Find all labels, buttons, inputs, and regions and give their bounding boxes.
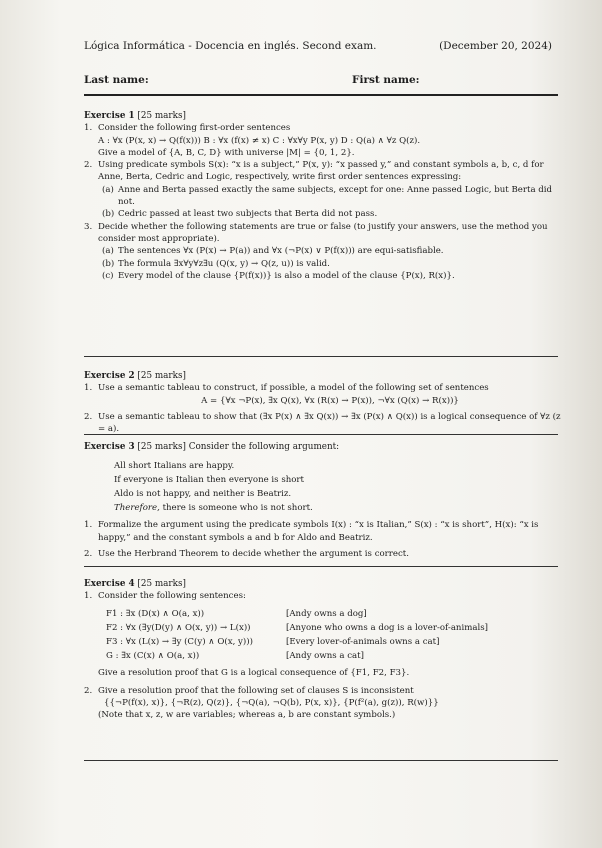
subitem-label: (c) [102,270,114,281]
item-text: Use the Herbrand Theorem to decide whether the argument is correct. [98,548,409,559]
section-divider [84,434,558,435]
item-number: 1. [84,520,93,531]
section-divider [84,566,558,567]
sentence-comment: [Andy owns a cat] [286,650,364,661]
ex1-item-1 [84,122,562,159]
exercise-4 [84,578,562,722]
item-text: Decide whether the following statements are true or false (to justify your answers, use the method you consider most appropriate). [98,221,548,244]
sentence-comment: [Andy owns a dog] [286,608,367,619]
sentence-formula: F1 : ∃x (D(x) ∧ O(a, x)) [106,608,205,619]
exercise-2 [84,370,562,435]
first-name-label: First name: [352,74,420,86]
item-text: Consider the following sentences: [98,591,246,602]
exercise-4-heading [84,578,562,590]
item-text: Consider the following first-order sentences [98,123,291,134]
subitem-label: (b) [102,209,115,220]
section-divider [84,760,558,761]
sentence-list [98,607,562,663]
exercise-3-heading [84,441,562,453]
item-number: 2. [84,160,93,171]
ex2-item-1 [84,382,562,407]
subitem-text: The formula ∃x∀y∀z∃u (Q(x, y) → Q(z, u)) is valid. [118,258,330,269]
exercise-1-title: Exercise 1 [84,111,135,121]
note-text: (Note that x, z, w are variables; whereas a, b are constant symbols.) [98,710,396,721]
sentence-formula: G : ∃x (C(x) ∧ O(a, x)) [106,650,200,661]
exercise-3-marks: [25 marks] [137,442,186,452]
sentence-formula: F3 : ∀x (L(x) → ∃y (C(y) ∧ O(x, y))) [106,636,253,647]
sentence-comment: [Every lover-of-animals owns a cat] [286,636,440,647]
ex3-item-1 [84,519,562,544]
therefore-word: Therefore, [114,503,160,514]
subitem-text: Anne and Berta passed exactly the same subjects, except for one: Anne passed Logic, but Berta did not. [118,184,553,208]
ex4-item-1 [84,590,562,679]
item-number: 1. [84,383,93,394]
sentence-f2 [106,621,562,635]
item-text: Give a model of {A, B, C, D} with universe |M| = {0, 1, 2}. [98,147,355,158]
subitem-text: The sentences ∀x (P(x) → P(a)) and ∀x (¬P(x) ∨ P(f(x))) are equi-satisfiable. [118,246,444,257]
item-text: Using predicate symbols S(x): “x is a subject,” P(x, y): “x passed y,” and constant symbols a, b, c, d for Anne, Berta, Cedric and Logic, respectively, write first order sentences expressing: [98,160,544,183]
sentence-formula: F2 : ∀x (∃y(D(y) ∧ O(x, y)) → L(x)) [106,622,251,633]
premise-2: If everyone is Italian then everyone is short [114,475,304,486]
formula-line: A = {∀x ¬P(x), ∃x Q(x), ∀x (R(x) → P(x)), ¬∀x (Q(x) → R(x))} [201,395,459,406]
subitem-b [98,208,562,220]
exam-header [84,40,552,60]
exam-title: Lógica Informática - Docencia en inglés. Second exam. [84,40,377,52]
exercise-3-title: Exercise 3 [84,442,135,452]
premise-3: Aldo is not happy, and neither is Beatriz. [114,489,292,500]
sentence-comment: [Anyone who owns a dog is a lover-of-animals] [286,622,489,633]
name-divider [84,94,558,96]
subitem-label: (a) [102,246,114,257]
item-number: 3. [84,221,93,232]
exercise-3 [84,441,562,560]
exercise-1 [84,110,562,282]
argument-block [84,459,562,515]
premise-1: All short Italians are happy. [114,461,235,472]
conclusion-text: there is someone who is not short. [162,503,313,514]
subitem-b [98,258,562,270]
subitem-label: (b) [102,258,115,269]
sentence-g [106,649,562,663]
ex1-item-3 [84,221,562,282]
subitem-text: Cedric passed at least two subjects that Berta did not pass. [118,209,378,220]
conclusion [114,501,562,515]
exercise-2-heading [84,370,562,382]
clause-set: {{¬P(f(x), x)}, {¬R(z), Q(z)}, {¬Q(a), ¬Q(b), P(x, x)}, {P(f²(a), g(z)), R(w)}} [104,698,439,709]
exercise-4-title: Exercise 4 [84,579,135,589]
item-number: 2. [84,685,93,696]
subitem-c [98,270,562,282]
item-number: 2. [84,548,93,559]
exercise-2-title: Exercise 2 [84,371,135,381]
section-divider [84,356,558,357]
item-text: Use a semantic tableau to construct, if possible, a model of the following set of sentences [98,383,489,394]
exercise-1-heading [84,110,562,122]
subitem-a [98,245,562,257]
sentence-f3 [106,635,562,649]
subitem-label: (a) [102,184,114,195]
item-number: 1. [84,123,93,134]
formula-line: A : ∀x (P(x, x) → Q(f(x))) B : ∀x (f(x) ≠ x) C : ∀x∀y P(x, y) D : Q(a) ∧ ∀z Q(z). [98,135,421,146]
item-text: Give a resolution proof that the following set of clauses S is inconsistent [98,685,414,696]
subitem-text: Every model of the clause {P(f(x))} is also a model of the clause {P(x), R(x)}. [118,270,455,281]
student-name-row [84,74,552,94]
item-number: 1. [84,591,93,602]
item-text: Use a semantic tableau to show that (∃x P(x) ∧ ∃x Q(x)) → ∃x (P(x) ∧ Q(x)) is a logical consequence of ∀z (z = a). [98,411,561,435]
exercise-2-marks: [25 marks] [137,371,186,381]
sentence-f1 [106,607,562,621]
subitem-a [98,184,562,209]
item-number: 2. [84,411,93,422]
exercise-1-marks: [25 marks] [137,111,186,121]
exercise-4-marks: [25 marks] [137,579,186,589]
ex4-item-2 [84,685,562,722]
exercise-3-intro: Consider the following argument: [188,442,340,452]
item-text: Give a resolution proof that G is a logical consequence of {F1, F2, F3}. [98,667,410,678]
ex2-item-2 [84,411,562,436]
ex1-item-2 [84,159,562,220]
last-name-label: Last name: [84,74,149,86]
exam-date: (December 20, 2024) [439,40,552,52]
ex3-item-2 [84,548,562,560]
item-text: Formalize the argument using the predicate symbols I(x) : “x is Italian,” S(x) : “x is short”, H(x): “x is happy,” and the constant symbols a and b for Aldo and Beatriz. [98,520,539,543]
